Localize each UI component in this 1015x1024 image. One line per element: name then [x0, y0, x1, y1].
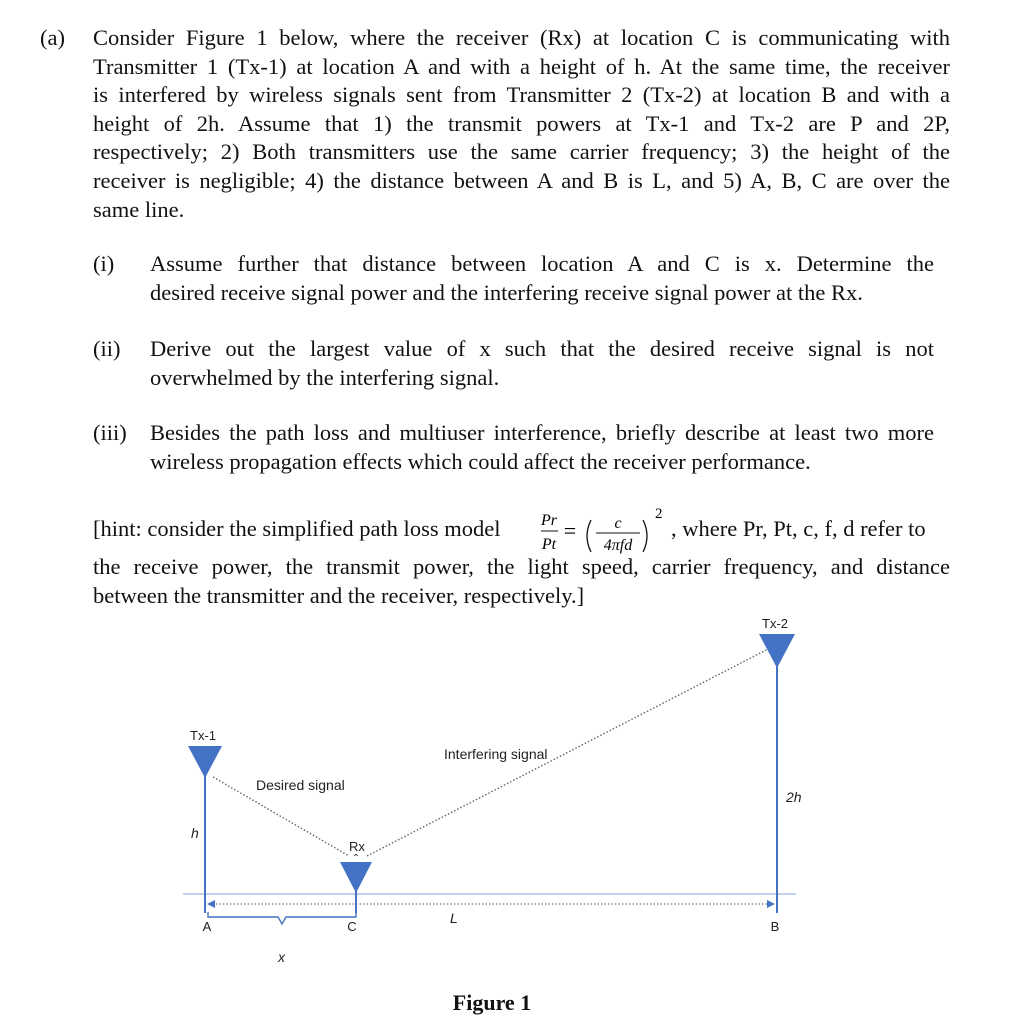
tx1-label: Tx-1	[190, 728, 216, 743]
formula-pt: Pt	[541, 536, 557, 553]
two-h-label: 2h	[786, 789, 802, 805]
subq-i-line-2: desired receive signal power and the interfering receive signal power at the Rx.	[150, 279, 863, 305]
desired-signal-label: Desired signal	[256, 777, 345, 793]
subq-ii-line-2: overwhelmed by the interfering signal.	[150, 364, 500, 390]
point-b-label: B	[770, 919, 780, 934]
part-a-text	[93, 24, 950, 224]
x-brace	[208, 912, 356, 924]
part-a-marker: (a)	[40, 25, 65, 50]
subq-ii-text	[150, 335, 934, 392]
path-loss-formula	[539, 505, 689, 555]
subq-iii-marker: (iii)	[93, 420, 127, 445]
figure-1	[0, 600, 1015, 1024]
point-c-label: C	[347, 919, 357, 934]
l-label: L	[450, 910, 458, 926]
l-right-arrow-icon	[767, 900, 775, 908]
tx1-antenna-icon	[188, 746, 222, 778]
part-a-line-7: same line.	[93, 196, 185, 222]
formula-c: c	[614, 515, 622, 532]
l-left-arrow-icon	[207, 900, 215, 908]
formula-pr: Pr	[541, 512, 557, 529]
subq-i-text	[150, 250, 934, 307]
subq-i-marker: (i)	[93, 251, 115, 276]
subq-iii-text	[150, 419, 934, 476]
formula-exponent: 2	[655, 506, 663, 522]
point-a-label: A	[202, 919, 212, 934]
part-a-line-5: respectively; 2) Both transmitters use the same carrier frequency; 3) the height of the	[93, 139, 950, 165]
hint-line-2: between the transmitter and the receiver, respectively.]	[93, 582, 585, 608]
figure-caption: Figure 1	[452, 990, 532, 1015]
subq-ii-line-1: Derive out the largest value of x such that the desired receive signal is not	[150, 336, 934, 361]
part-a-line-4: height of 2h. Assume that 1) the transmit powers at Tx-1 and Tx-2 are P and 2P,	[93, 110, 950, 136]
tx2-label: Tx-2	[762, 616, 788, 631]
part-a-line-6: receiver is negligible; 4) the distance between A and B is L, and 5) A, B, C are over the	[93, 167, 950, 193]
rx-label: Rx	[349, 839, 365, 854]
interfering-signal-line	[367, 649, 768, 856]
x-label: x	[278, 949, 285, 965]
hint-suffix: , where Pr, Pt, c, f, d refer to	[671, 516, 926, 541]
part-a-line-3: is interfered by wireless signals sent from Transmitter 2 (Tx-2) at location B and with a	[93, 82, 950, 108]
hint-prefix: [hint: consider the simplified path loss model	[93, 516, 501, 541]
rx-antenna-icon	[340, 862, 372, 893]
subq-i-line-1: Assume further that distance between location A and C is x. Determine the	[150, 251, 934, 276]
subq-iii-line-1: Besides the path loss and multiuser interference, briefly describe at least two more	[150, 420, 934, 445]
subq-iii-line-2: wireless propagation effects which could affect the receiver performance.	[150, 448, 811, 474]
part-a-line-1: Consider Figure 1 below, where the receiver (Rx) at location C is communicating with	[93, 25, 950, 50]
interfering-signal-label: Interfering signal	[444, 746, 548, 762]
subq-ii-marker: (ii)	[93, 336, 121, 361]
h-label: h	[191, 825, 199, 841]
tx2-antenna-icon	[759, 634, 795, 668]
formula-equals: =	[563, 518, 577, 543]
part-a-line-2: Transmitter 1 (Tx-1) at location A and with a height of h. At the same time, the receiver	[93, 53, 950, 79]
rx-marker-icon: ⌃	[351, 853, 361, 864]
hint-line-1: the receive power, the transmit power, the light speed, carrier frequency, and distance	[93, 554, 950, 579]
formula-4pifd: 4πfd	[603, 537, 633, 554]
hint-formula-line	[93, 505, 953, 555]
